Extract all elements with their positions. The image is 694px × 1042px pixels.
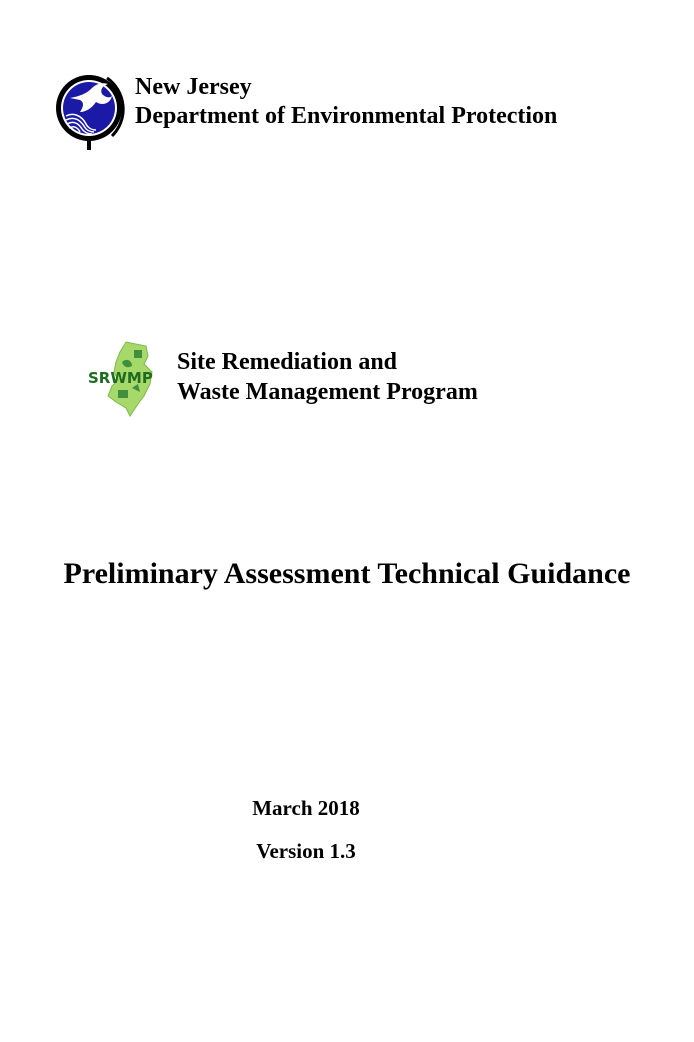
svg-text:SRWMP: SRWMP — [88, 369, 153, 387]
document-title: Preliminary Assessment Technical Guidance — [63, 557, 631, 590]
agency-department: Department of Environmental Protection — [135, 103, 558, 129]
program-line1: Site Remediation and — [177, 349, 398, 375]
program-name — [177, 347, 478, 407]
agency-state: New Jersey — [135, 74, 252, 100]
document-version: Version 1.3 — [256, 839, 356, 863]
njdep-seal-icon — [52, 68, 132, 154]
program-line2: Waste Management Program — [177, 379, 478, 405]
srwmp-nj-map-icon — [86, 338, 168, 420]
document-date: March 2018 — [252, 796, 360, 820]
agency-name — [135, 73, 557, 131]
